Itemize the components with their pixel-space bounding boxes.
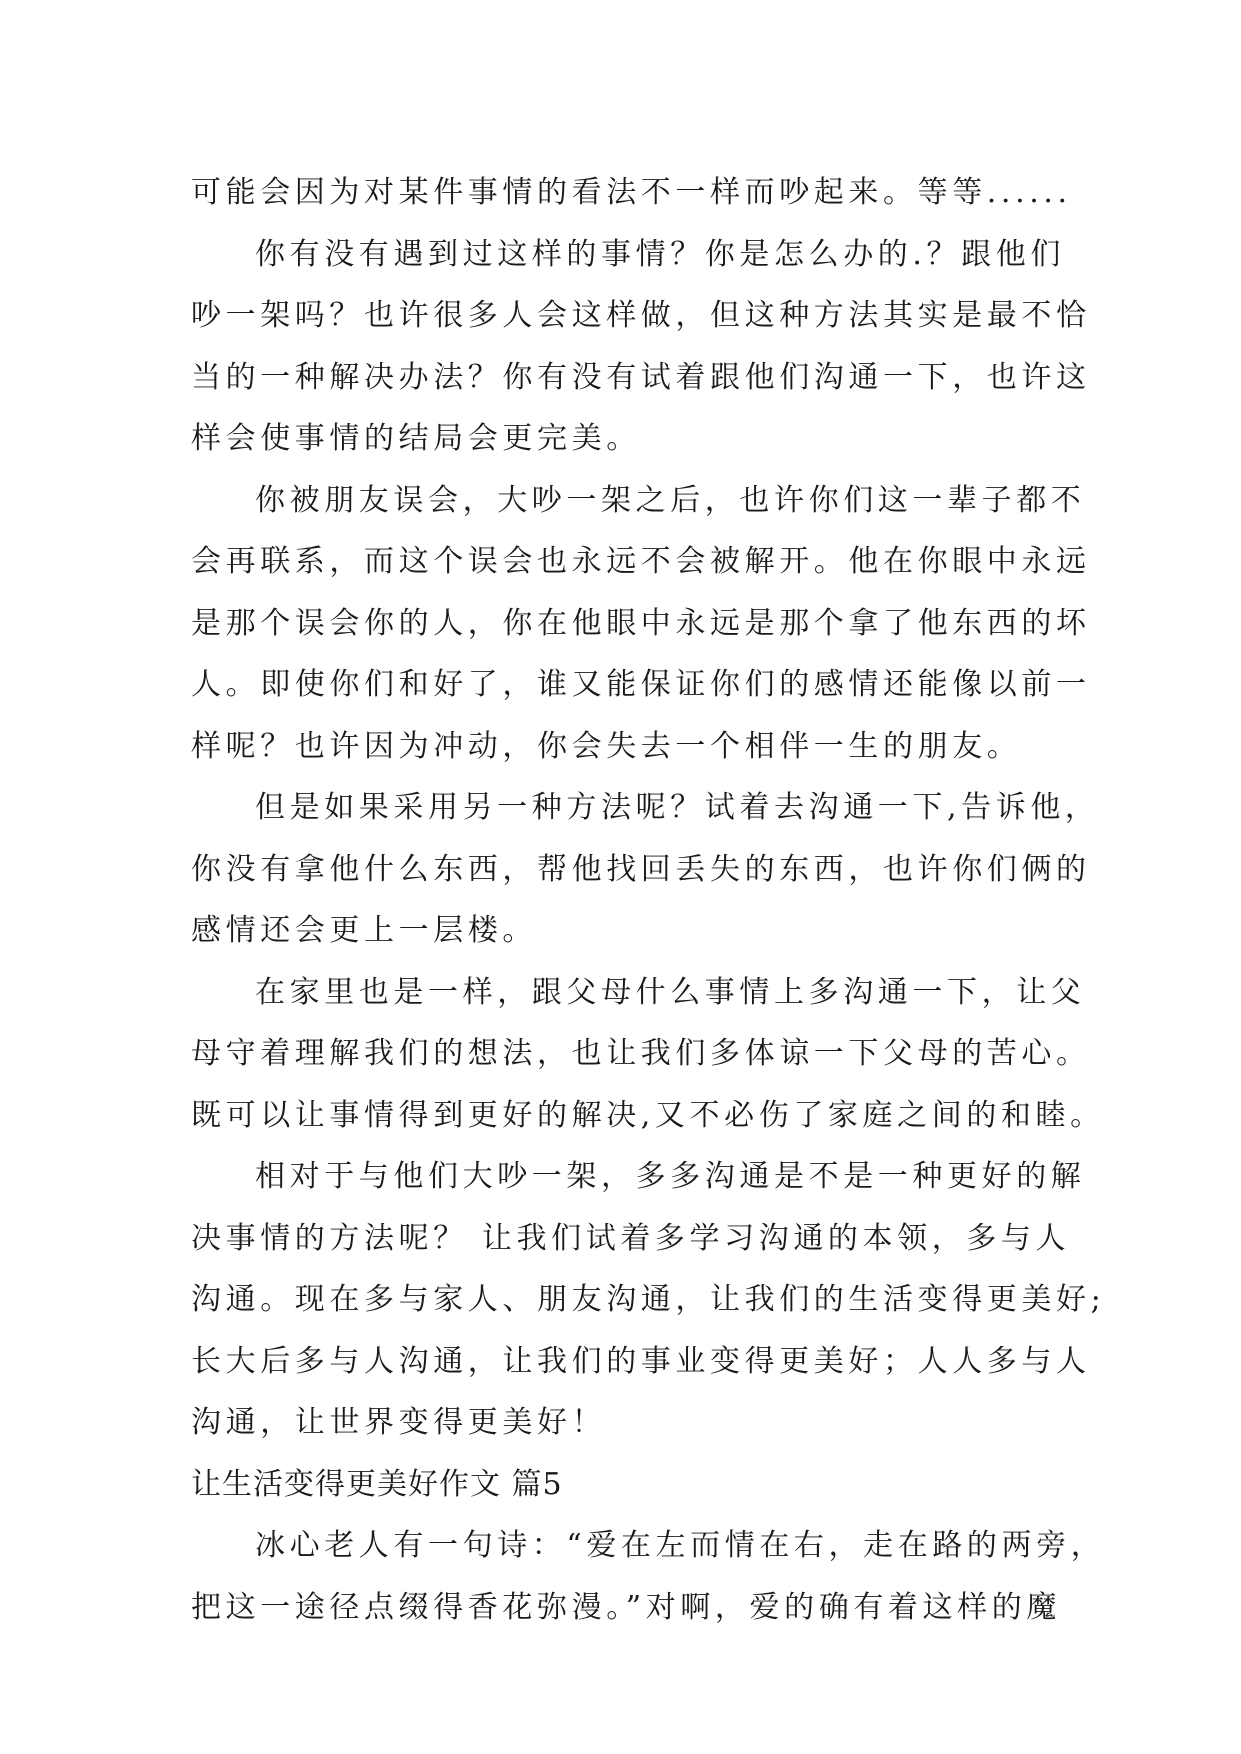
text-line: 你有没有遇到过这样的事情？你是怎么办的.？跟他们 <box>255 236 1065 272</box>
text-line: 你被朋友误会，大吵一架之后，也许你们这一辈子都不 <box>255 482 1086 518</box>
text-line: 会再联系，而这个误会也永远不会被解开。他在你眼中永远 <box>191 544 1091 579</box>
text-line: 吵一架吗？也许很多人会这样做，但这种方法其实是最不恰 <box>191 298 1091 333</box>
text-line: 你没有拿他什么东西，帮他找回丢失的东西，也许你们俩的 <box>191 851 1091 887</box>
text-line: 在家里也是一样，跟父母什么事情上多沟通一下，让父 <box>255 974 1086 1010</box>
text-line: 相对于与他们大吵一架，多多沟通是不是一种更好的解 <box>255 1159 1086 1194</box>
section-heading: 让生活变得更美好作文 篇5 <box>191 1466 563 1502</box>
text-line: 当的一种解决办法？你有没有试着跟他们沟通一下，也许这 <box>191 359 1091 395</box>
text-line: 是那个误会你的人，你在他眼中永远是那个拿了他东西的坏 <box>191 605 1091 641</box>
text-line: 样呢？也许因为冲动，你会失去一个相伴一生的朋友。 <box>191 728 1022 764</box>
text-line: 决事情的方法呢？ 让我们试着多学习沟通的本领，多与人 <box>191 1220 1071 1256</box>
text-line: 感情还会更上一层楼。 <box>191 913 537 948</box>
text-line: 母守着理解我们的想法，也让我们多体谅一下父母的苦心。 <box>191 1036 1091 1071</box>
text-line: 把这一途径点缀得香花弥漫。”对啊，爱的确有着这样的魔 <box>191 1589 1061 1625</box>
text-line: 人。即使你们和好了，谁又能保证你们的感情还能像以前一 <box>191 667 1091 702</box>
text-line: 冰心老人有一句诗：“爱在左而情在右，走在路的两旁， <box>255 1528 1106 1563</box>
document-body <box>191 162 1106 1638</box>
text-line: 但是如果采用另一种方法呢？试着去沟通一下,告诉他， <box>255 790 1100 825</box>
text-line: 既可以让事情得到更好的解决,又不必伤了家庭之间的和睦。 <box>191 1097 1105 1133</box>
text-line: 可能会因为对某件事情的看法不一样而吵起来。等等...... <box>191 175 1072 210</box>
text-line: 长大后多与人沟通，让我们的事业变得更美好；人人多与人 <box>191 1343 1091 1379</box>
text-line: 沟通，让世界变得更美好！ <box>191 1405 607 1440</box>
text-line: 沟通。现在多与家人、朋友沟通，让我们的生活变得更美好; <box>191 1282 1106 1317</box>
text-line: 样会使事情的结局会更完美。 <box>191 421 641 456</box>
